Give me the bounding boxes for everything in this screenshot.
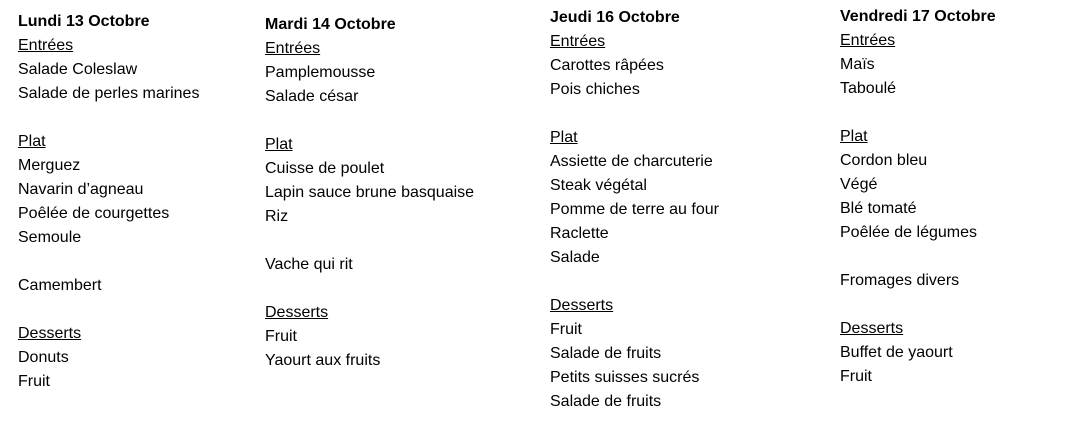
menu-item: Yaourt aux fruits — [265, 352, 381, 369]
menu-item: Semoule — [18, 229, 82, 246]
menu-item: Salade césar — [265, 88, 359, 105]
menu-item: Salade — [550, 249, 600, 266]
menu-item: Donuts — [18, 349, 69, 366]
desserts-heading: Desserts — [18, 325, 82, 342]
plat-heading: Plat — [840, 128, 868, 145]
entrees-heading: Entrées — [18, 37, 74, 54]
menu-item: Fruit — [550, 321, 582, 338]
menu-item: Pomme de terre au four — [550, 201, 719, 218]
fromage-item: Camembert — [18, 277, 102, 294]
menu-item: Poêlée de courgettes — [18, 205, 170, 222]
menu-item: Carottes râpées — [550, 57, 664, 74]
menu-item: Cordon bleu — [840, 152, 928, 169]
desserts-heading: Desserts — [840, 320, 904, 337]
menu-item: Blé tomaté — [840, 200, 917, 217]
day-title: Lundi 13 Octobre — [18, 13, 150, 30]
menu-item: Taboulé — [840, 80, 897, 97]
menu-item: Steak végétal — [550, 177, 647, 194]
day-title: Vendredi 17 Octobre — [840, 8, 996, 25]
menu-item: Fruit — [840, 368, 872, 385]
menu-item: Salade de perles marines — [18, 85, 200, 102]
fromage-item: Fromages divers — [840, 272, 960, 289]
menu-item: Salade de fruits — [550, 345, 662, 362]
menu-item: Navarin d’agneau — [18, 181, 144, 198]
menu-item: Buffet de yaourt — [840, 344, 953, 361]
menu-item: Poêlée de légumes — [840, 224, 977, 241]
plat-heading: Plat — [550, 129, 578, 146]
menu-item: Pamplemousse — [265, 64, 376, 81]
menu-item: Pois chiches — [550, 81, 640, 98]
menu-item: Cuisse de poulet — [265, 160, 385, 177]
menu-item: Riz — [265, 208, 289, 225]
desserts-heading: Desserts — [265, 304, 329, 321]
menu-item: Merguez — [18, 157, 81, 174]
day-title: Jeudi 16 Octobre — [550, 9, 680, 26]
entrees-heading: Entrées — [265, 40, 321, 57]
menu-item: Raclette — [550, 225, 609, 242]
day-title: Mardi 14 Octobre — [265, 16, 396, 33]
menu-item: Fruit — [18, 373, 50, 390]
desserts-heading: Desserts — [550, 297, 614, 314]
menu-item: Salade de fruits — [550, 393, 662, 410]
entrees-heading: Entrées — [840, 32, 896, 49]
menu-item: Assiette de charcuterie — [550, 153, 713, 170]
plat-heading: Plat — [265, 136, 293, 153]
menu-item: Lapin sauce brune basquaise — [265, 184, 475, 201]
menu-item: Petits suisses sucrés — [550, 369, 700, 386]
menu-item: Salade Coleslaw — [18, 61, 138, 78]
plat-heading: Plat — [18, 133, 46, 150]
menu-item: Végé — [840, 176, 878, 193]
menu-item: Fruit — [265, 328, 297, 345]
fromage-item: Vache qui rit — [265, 256, 353, 273]
menu-item: Maïs — [840, 56, 875, 73]
entrees-heading: Entrées — [550, 33, 606, 50]
